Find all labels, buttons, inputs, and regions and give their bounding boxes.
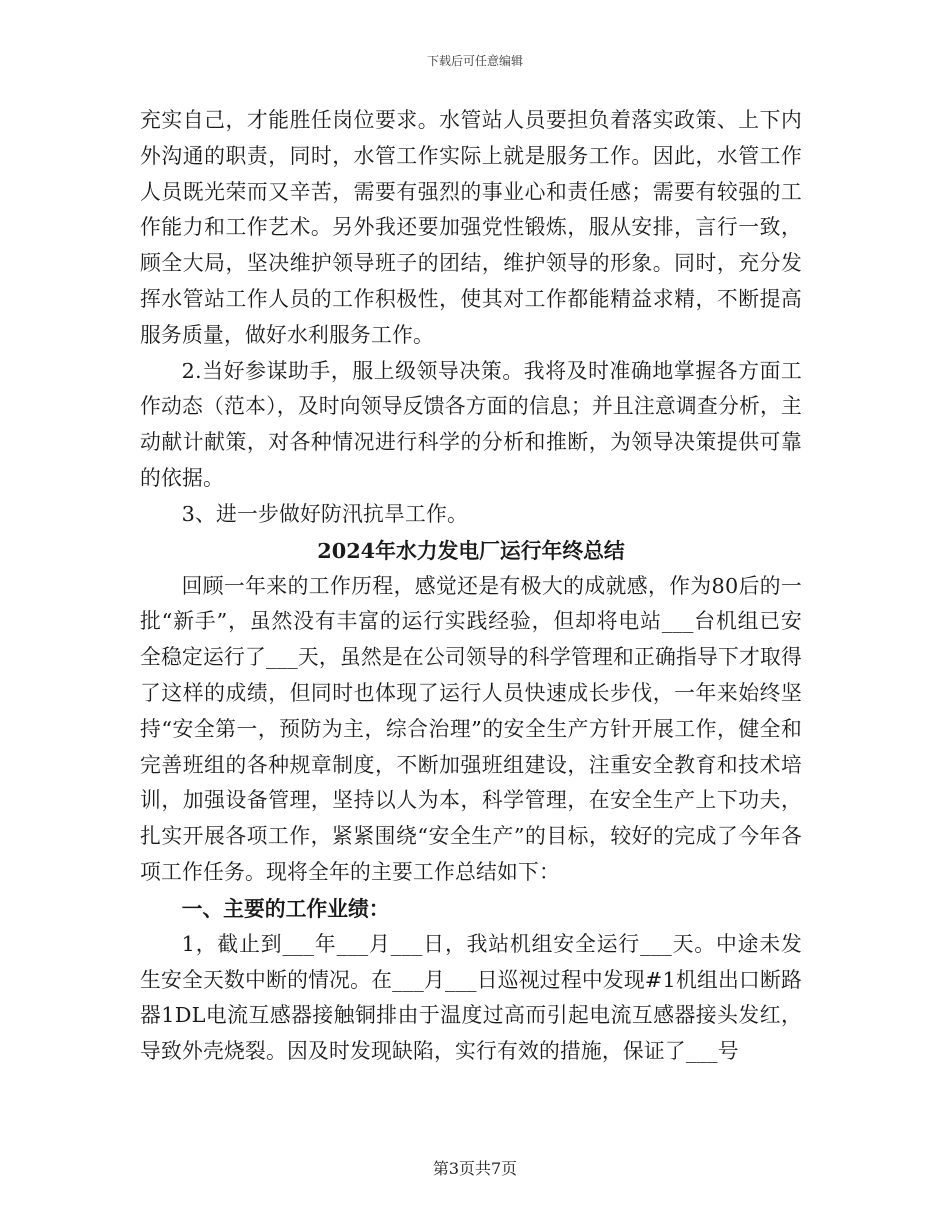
page-header: 下载后可任意编辑 <box>426 54 523 68</box>
paragraph-achievement-1: 1，截止到___年___月___日，我站机组安全运行___天。中途未发生安全天数中断的情况。在___月___日巡视过程中发现#1机组出口断路器1DL电流互感器接触铜排由于温度过高而引起电流互感器接头发红，导致外壳烧裂。因及时发现缺陷，实行有效的措施，保证了___号 <box>140 931 802 1064</box>
paragraph-intro: 回顾一年来的工作历程，感觉还是有极大的成就感，作为80后的一批“新手”，虽然没有丰富的运行实践经验，但却将电站___台机组已安全稳定运行了___天，虽然是在公司领导的科学管理和正确指导下才取得了这样的成绩，但同时也体现了运行人员快速成长步伐，一年来始终坚持“安全第一，预防为主，综合治理”的安全生产方针开展工作，健全和完善班组的各种规章制度，不断加强班组建设，注重安全教育和技术培训，加强设备管理，坚持以人为本，科学管理，在安全生产上下功夫，扎实开展各项工作，紧紧围绕“安全生产”的目标，较好的完成了今年各项工作任务。现将全年的主要工作总结如下： <box>140 573 802 884</box>
paragraph-continuation: 充实自己，才能胜任岗位要求。水管站人员要担负着落实政策、上下内外沟通的职责，同时，水管工作实际上就是服务工作。因此，水管工作人员既光荣而又辛苦，需要有强烈的事业心和责任感；需要有较强的工作能力和工作艺术。另外我还要加强党性锻炼，服从安排，言行一致，顾全大局，坚决维护领导班子的团结，维护领导的形象。同时，充分发挥水管站工作人员的工作积极性，使其对工作都能精益求精，不断提高服务质量，做好水利服务工作。 <box>140 108 802 347</box>
document-title: 2024年水力发电厂运行年终总结 <box>317 537 625 563</box>
paragraph-item-2: 2.当好参谋助手，服上级领导决策。我将及时准确地掌握各方面工作动态（范本），及时向领导反馈各方面的信息；并且注意调查分析，主动献计献策，对各种情况进行科学的分析和推断，为领导决策提供可靠的依据。 <box>140 358 802 490</box>
paragraph-item-3: 3、进一步做好防汛抗旱工作。 <box>181 501 468 526</box>
section-heading: 一、主要的工作业绩： <box>181 896 390 921</box>
page-footer: 第3页共7页 <box>432 1159 518 1178</box>
document-body <box>140 103 802 1070</box>
